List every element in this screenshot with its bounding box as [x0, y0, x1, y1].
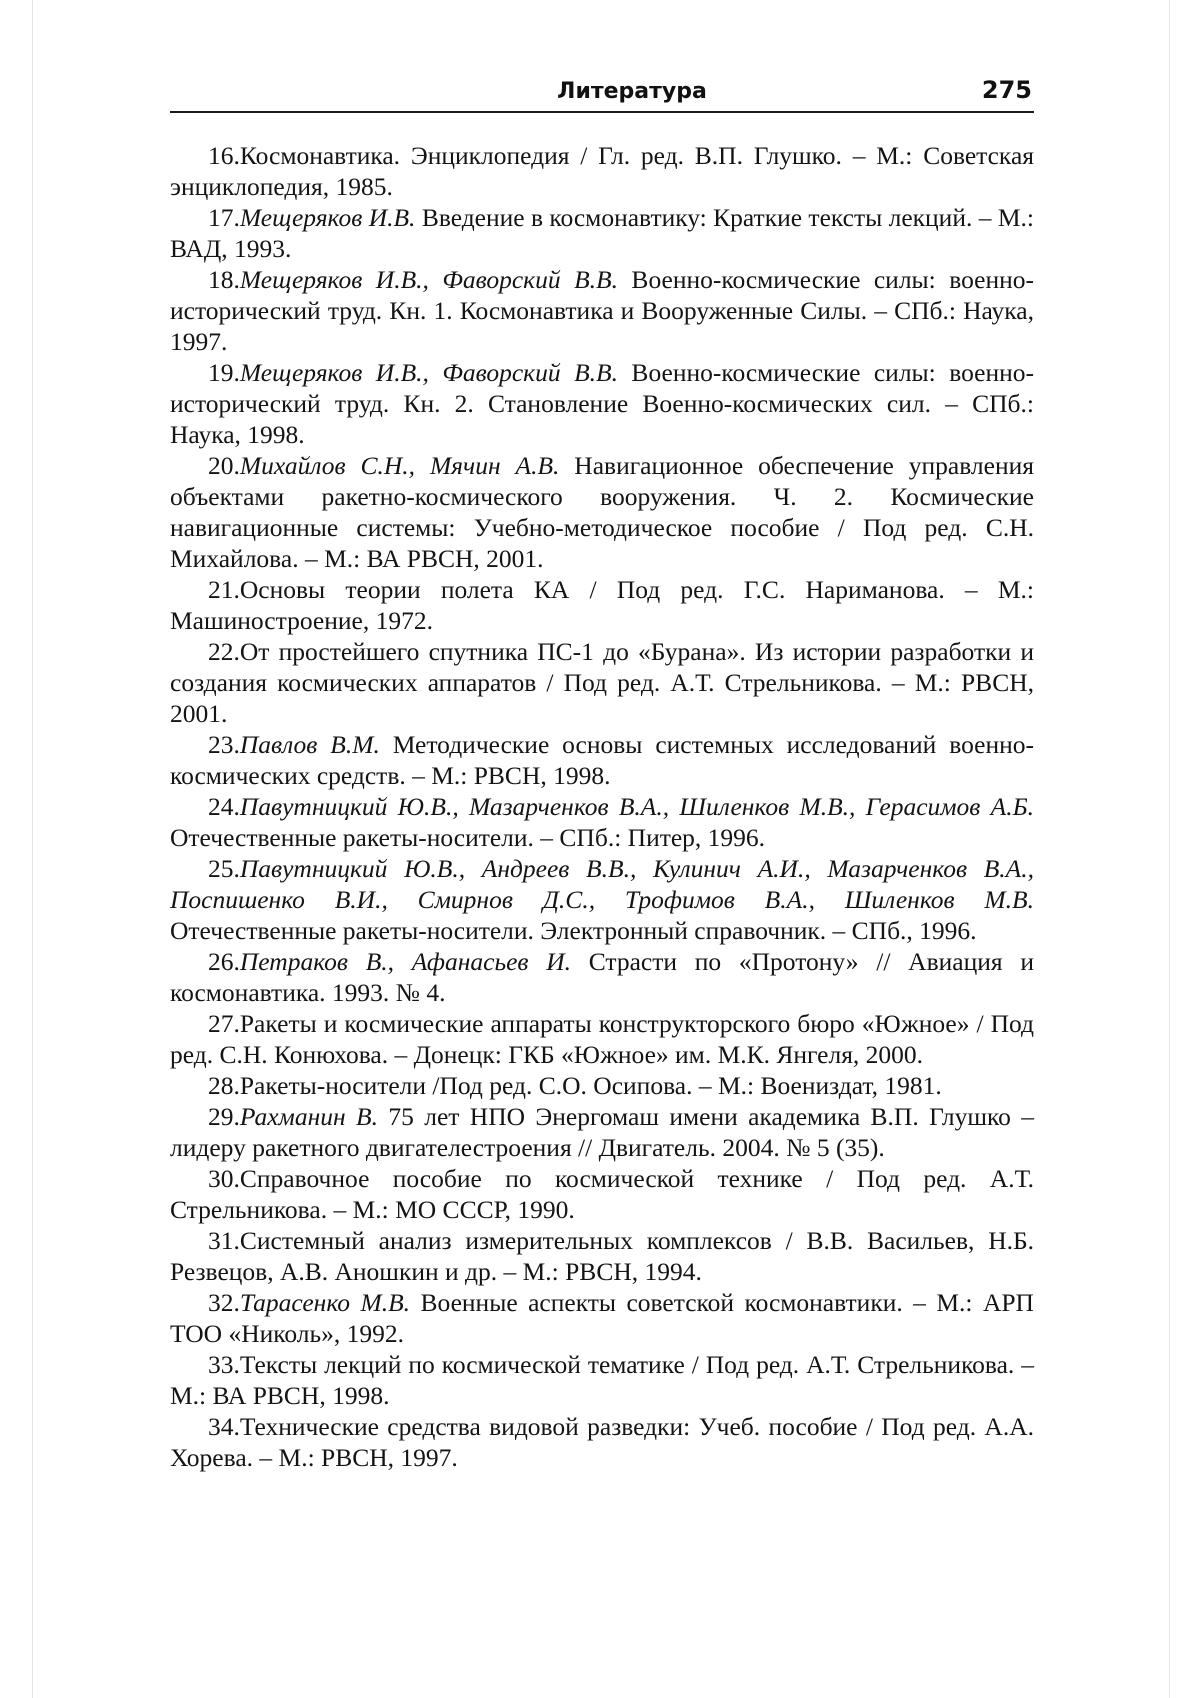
entry-number: 22.: [208, 637, 240, 666]
entry-number: 25.: [208, 854, 240, 883]
bibliography-list: [170, 140, 1034, 1473]
entry-text: Навигационное обеспечение управления объектами ракетно-космического вооружения. Ч. 2. Космические навигационные системы: Учебно-методическое пособие / Под ред. С.Н. Михайлова. – М.: ВА РВСН, 2001.: [170, 451, 1034, 573]
entry-text: Ракеты и космические аппараты конструкторского бюро «Южное» / Под ред. С.Н. Конюхова. – Донецк: ГКБ «Южное» им. М.К. Янгеля, 2000.: [170, 1009, 1034, 1069]
bibliography-entry: [170, 729, 1034, 791]
entry-author: Петраков В., Афанасьев И.: [239, 947, 572, 976]
header-title: Литература: [557, 79, 707, 104]
bibliography-entry: [170, 264, 1034, 357]
bibliography-entry: [170, 1225, 1034, 1287]
bibliography-entry: [170, 140, 1034, 202]
entry-author: Рахманин В.: [239, 1102, 378, 1131]
bibliography-entry: [170, 202, 1034, 264]
entry-author: Павлов В.М.: [239, 730, 380, 759]
entry-number: 32.: [208, 1288, 240, 1317]
entry-text: Ракеты-носители /Под ред. С.О. Осипова. – М.: Воениздат, 1981.: [239, 1071, 942, 1100]
entry-text: 75 лет НПО Энергомаш имени академика В.П. Глушко – лидеру ракетного двигателестроения // Двигатель. 2004. № 5 (35).: [170, 1102, 1035, 1162]
entry-number: 20.: [208, 451, 240, 480]
entry-number: 16.: [208, 141, 240, 170]
entry-text: Космонавтика. Энциклопедия / Гл. ред. В.П. Глушко. – М.: Советская энциклопедия, 1985.: [170, 141, 1034, 201]
entry-number: 26.: [208, 947, 240, 976]
bibliography-entry: [170, 1349, 1034, 1411]
bibliography-entry: [170, 1008, 1034, 1070]
entry-author: Мещеряков И.В., Фаворский В.В.: [239, 265, 618, 294]
entry-text: Военные аспекты советской космонавтики. – М.: АРП ТОО «Николь», 1992.: [170, 1288, 1034, 1348]
entry-author: Тарасенко М.В.: [239, 1288, 411, 1317]
entry-author: Павутницкий Ю.В., Андреев В.В., Кулинич А.И., Мазарченков В.А., Поспишенко В.И., Смирнов Д.С., Трофимов В.А., Шиленков М.В.: [170, 854, 1034, 914]
bibliography-entry: [170, 636, 1034, 729]
entry-text: Военно-космические силы: военно-исторический труд. Кн. 2. Становление Военно-космических сил. – СПб.: Наука, 1998.: [170, 358, 1034, 449]
entry-text: Военно-космические силы: военно-исторический труд. Кн. 1. Космонавтика и Вооруженные Силы. – СПб.: Наука, 1997.: [170, 265, 1034, 356]
bibliography-entry: [170, 1070, 1034, 1101]
entry-author: Мещеряков И.В.: [239, 203, 416, 232]
entry-number: 33.: [208, 1350, 240, 1379]
entry-author: Павутницкий Ю.В., Мазарченков В.А., Шиленков М.В., Герасимов А.Б.: [239, 792, 1034, 821]
entry-text: От простейшего спутника ПС-1 до «Бурана». Из истории разработки и создания космических аппаратов / Под ред. А.Т. Стрельникова. – М.: РВСН, 2001.: [170, 637, 1034, 728]
entry-number: 24.: [208, 792, 240, 821]
entry-number: 23.: [208, 730, 240, 759]
bibliography-entry: [170, 1101, 1034, 1163]
entry-text: Технические средства видовой разведки: Учеб. пособие / Под ред. А.А. Хорева. – М.: РВСН, 1997.: [170, 1412, 1034, 1472]
entry-text: Страсти по «Протону» // Авиация и космонавтика. 1993. № 4.: [170, 947, 1034, 1007]
bibliography-entry: [170, 574, 1034, 636]
entry-number: 27.: [208, 1009, 240, 1038]
bibliography-entry: [170, 1287, 1034, 1349]
bibliography-entry: [170, 946, 1034, 1008]
entry-text: Введение в космонавтику: Краткие тексты лекций. – М.: ВАД, 1993.: [170, 203, 1034, 263]
bibliography-entry: [170, 1163, 1034, 1225]
entry-author: Мещеряков И.В., Фаворский В.В.: [239, 358, 618, 387]
entry-number: 29.: [208, 1102, 240, 1131]
entry-text: Системный анализ измерительных комплексов / В.В. Васильев, Н.Б. Резвецов, А.В. Аношкин и др. – М.: РВСН, 1994.: [170, 1226, 1034, 1286]
entry-number: 17.: [208, 203, 240, 232]
entry-number: 18.: [208, 265, 240, 294]
entry-text: Справочное пособие по космической технике / Под ред. А.Т. Стрельникова. – М.: МО СССР, 1990.: [170, 1164, 1034, 1224]
entry-author: Михайлов С.Н., Мячин А.В.: [239, 451, 560, 480]
entry-text: Основы теории полета КА / Под ред. Г.С. Нариманова. – М.: Машиностроение, 1972.: [170, 575, 1034, 635]
running-header: [170, 75, 1034, 113]
entry-text: Отечественные ракеты-носители. Электронный справочник. – СПб., 1996.: [170, 916, 977, 945]
entry-text: Отечественные ракеты-носители. – СПб.: Питер, 1996.: [170, 823, 766, 852]
entry-number: 34.: [208, 1412, 240, 1441]
bibliography-entry: [170, 1411, 1034, 1473]
entry-number: 21.: [208, 575, 240, 604]
entry-text: Тексты лекций по космической тематике / Под ред. А.Т. Стрельникова. – М.: ВА РВСН, 1998.: [170, 1350, 1034, 1410]
entry-text: Методические основы системных исследований военно-космических средств. – М.: РВСН, 1998.: [170, 730, 1034, 790]
entry-number: 19.: [208, 358, 240, 387]
bibliography-entry: [170, 357, 1034, 450]
entry-number: 30.: [208, 1164, 240, 1193]
bibliography-entry: [170, 853, 1034, 946]
bibliography-entry: [170, 791, 1034, 853]
page-number: 275: [981, 76, 1032, 104]
entry-number: 28.: [208, 1071, 240, 1100]
bibliography-entry: [170, 450, 1034, 574]
entry-number: 31.: [208, 1226, 240, 1255]
